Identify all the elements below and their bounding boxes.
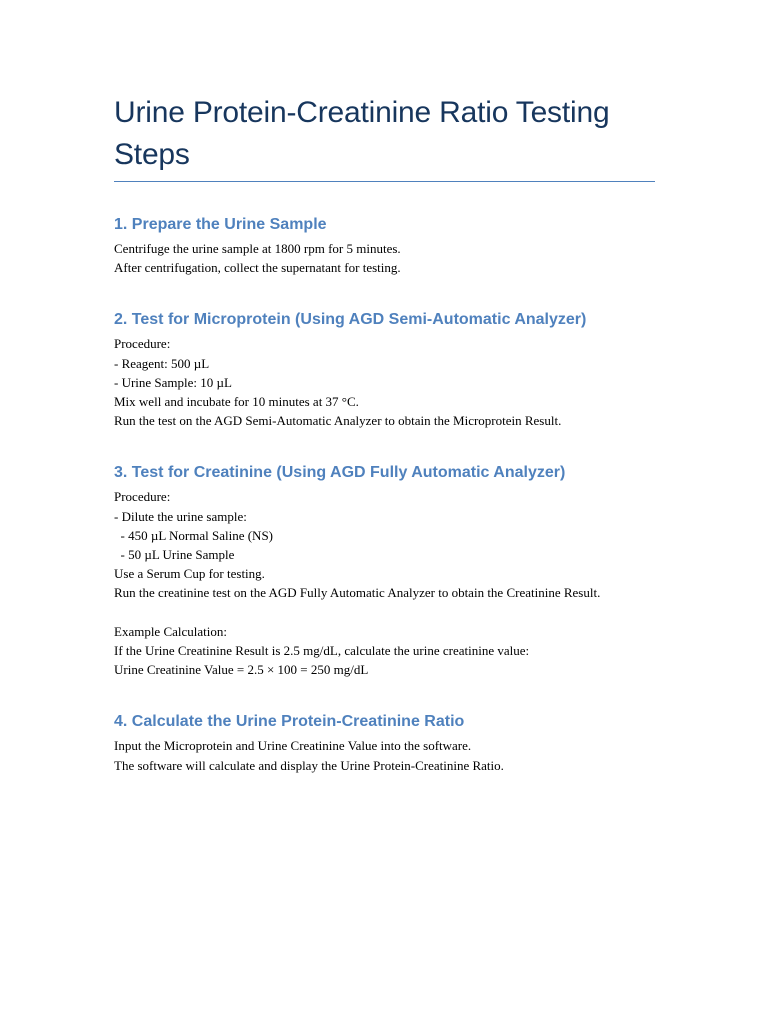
section-heading: 2. Test for Microprotein (Using AGD Semi-Automatic Analyzer) <box>114 311 587 329</box>
section-body <box>114 239 659 277</box>
body-line: If the Urine Creatinine Result is 2.5 mg/dL, calculate the urine creatinine value: <box>114 643 530 659</box>
body-line: Procedure: <box>114 489 171 505</box>
section-body <box>114 334 659 430</box>
body-line: - 50 µL Urine Sample <box>114 547 235 563</box>
body-line: - Reagent: 500 µL <box>114 355 210 371</box>
title-divider <box>114 181 655 182</box>
section-body <box>114 736 659 774</box>
section-creatinine-test <box>114 463 659 679</box>
body-line: After centrifugation, collect the supernatant for testing. <box>114 260 401 276</box>
section-body <box>114 487 659 679</box>
body-line: Urine Creatinine Value = 2.5 × 100 = 250 mg/dL <box>114 662 369 678</box>
document-page <box>114 92 659 775</box>
body-line: Centrifuge the urine sample at 1800 rpm for 5 minutes. <box>114 241 401 256</box>
body-line: Run the creatinine test on the AGD Fully Automatic Analyzer to obtain the Creatinine Result. <box>114 585 601 601</box>
body-line: Use a Serum Cup for testing. <box>114 566 265 582</box>
section-heading: 3. Test for Creatinine (Using AGD Fully Automatic Analyzer) <box>114 464 566 482</box>
section-prepare-sample <box>114 215 659 277</box>
body-line: - Dilute the urine sample: <box>114 508 247 524</box>
body-line: The software will calculate and display the Urine Protein-Creatinine Ratio. <box>114 757 504 773</box>
document-title: Urine Protein-Creatinine Ratio Testing Steps <box>114 96 610 171</box>
section-heading: 4. Calculate the Urine Protein-Creatinine Ratio <box>114 713 465 731</box>
body-line <box>114 603 659 622</box>
section-calculate-ratio <box>114 712 659 774</box>
section-microprotein-test <box>114 310 659 430</box>
body-line: Input the Microprotein and Urine Creatinine Value into the software. <box>114 738 472 754</box>
body-line: Example Calculation: <box>114 623 227 639</box>
body-line: - 450 µL Normal Saline (NS) <box>114 527 274 543</box>
section-heading: 1. Prepare the Urine Sample <box>114 216 327 233</box>
body-line: Mix well and incubate for 10 minutes at 37 °C. <box>114 394 359 410</box>
body-line: Run the test on the AGD Semi-Automatic Analyzer to obtain the Microprotein Result. <box>114 413 562 429</box>
body-line: Procedure: <box>114 336 171 352</box>
body-line: - Urine Sample: 10 µL <box>114 374 232 390</box>
